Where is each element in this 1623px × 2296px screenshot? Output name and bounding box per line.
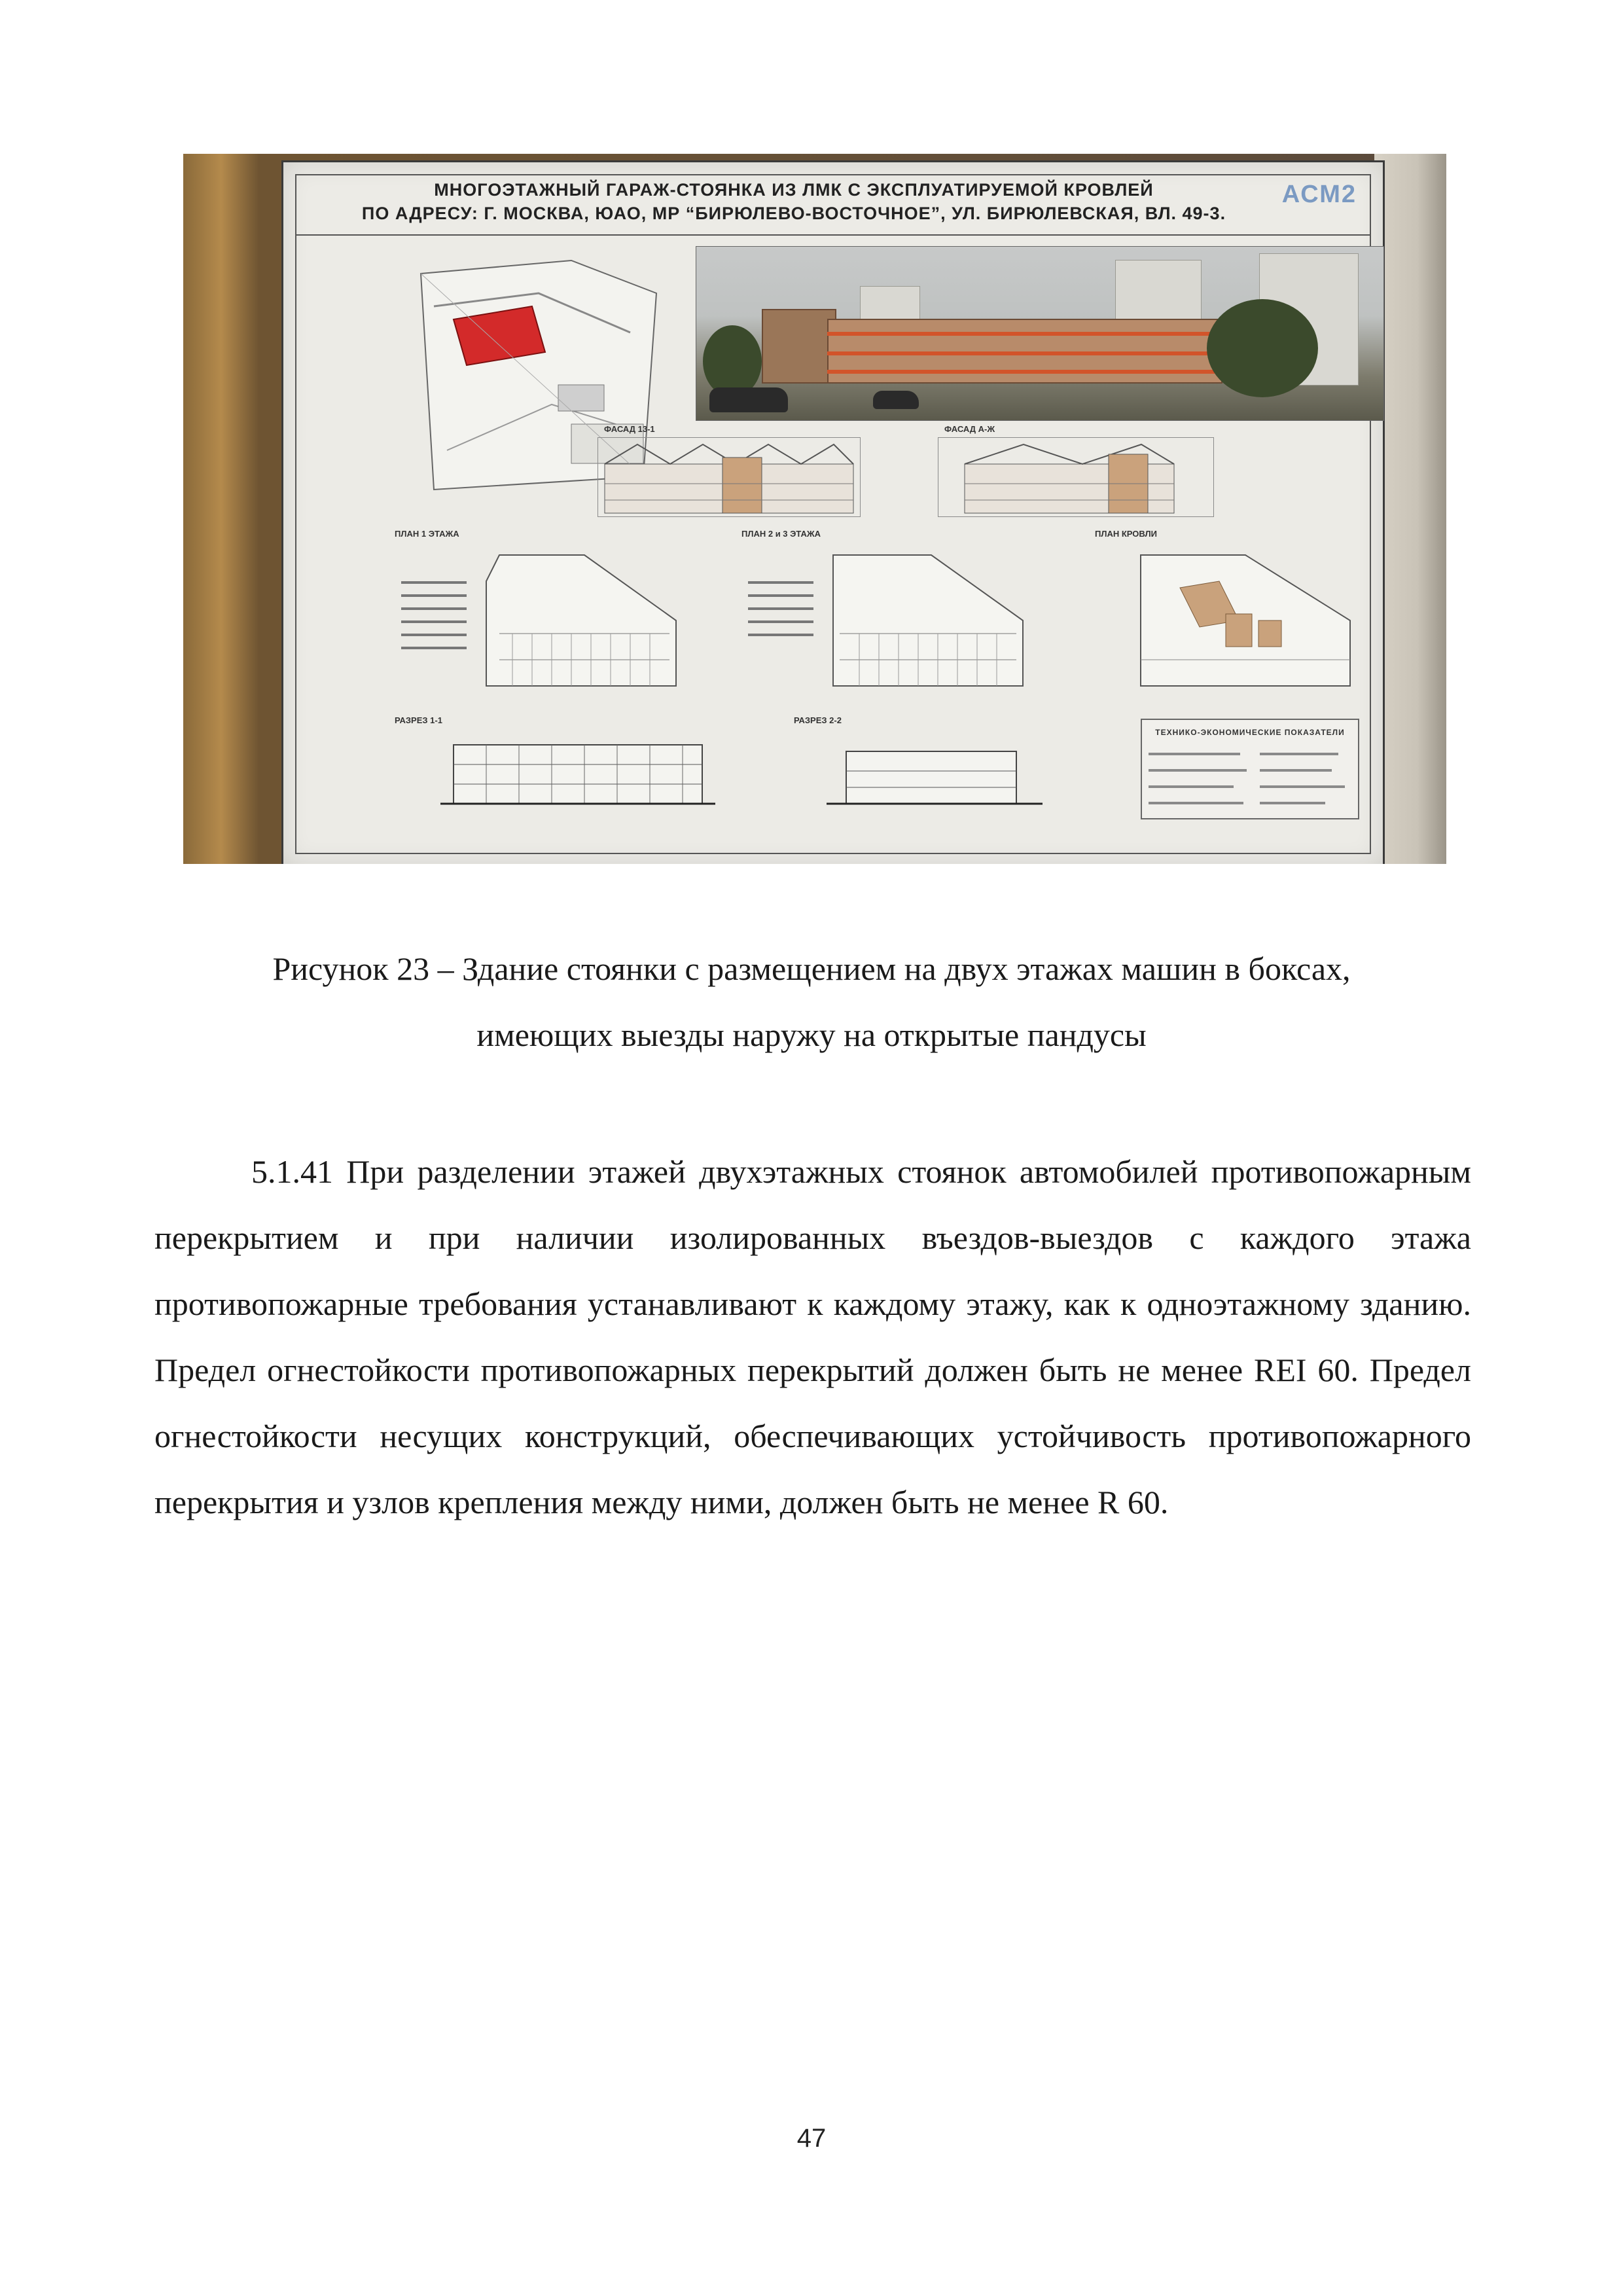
plan-label-1: ПЛАН 1 ЭТАЖА bbox=[395, 529, 459, 539]
poster-logo: АСМ2 bbox=[1281, 181, 1357, 208]
figure-caption-line2: имеющих выезды наружу на открытые пандусы bbox=[476, 1016, 1147, 1053]
facade-label-1: ФАСАД 13-1 bbox=[604, 424, 655, 434]
tree bbox=[1207, 299, 1318, 397]
car bbox=[873, 391, 919, 409]
plan-drawing-roof bbox=[1088, 542, 1363, 699]
section-drawing-2 bbox=[827, 732, 1043, 810]
stair-tower bbox=[762, 309, 836, 384]
tech-indicators-title: ТЕХНИКО-ЭКОНОМИЧЕСКИЕ ПОКАЗАТЕЛИ bbox=[1155, 728, 1345, 737]
plan-drawing-2 bbox=[735, 542, 1036, 699]
facade-label-2: ФАСАД А-Ж bbox=[944, 424, 995, 434]
figure-caption-line1: Рисунок 23 – Здание стоянки с размещением на двух этажах машин в боксах, bbox=[272, 950, 1351, 987]
poster bbox=[281, 160, 1385, 864]
plan-drawing-1 bbox=[388, 542, 689, 699]
section-label-2: РАЗРЕЗ 2-2 bbox=[794, 715, 842, 725]
plan-label-2: ПЛАН 2 и 3 ЭТАЖА bbox=[741, 529, 821, 539]
tree bbox=[703, 325, 762, 397]
section-label-1: РАЗРЕЗ 1-1 bbox=[395, 715, 442, 725]
body-paragraph-5-1-41: 5.1.41 При разделении этажей двухэтажных стоянок автомобилей противопожарным перекрытием и при наличии изолированных въездов-выездов с каждого этажа противопожарные требования устанавливают к каждому этажу, как к одноэтажному зданию. Предел огнестойкости противопожарных перекрытий должен быть не менее REI 60. Предел огнестойкости несущих конструкций, обеспечивающих устойчивость противопожарного перекрытия и узлов крепления между ними, должен быть не менее R 60. bbox=[154, 1153, 1471, 1520]
garage-stripe bbox=[827, 351, 1220, 355]
garage-stripe bbox=[827, 370, 1220, 374]
section-drawing-1 bbox=[440, 732, 715, 810]
figure-caption bbox=[131, 936, 1492, 1068]
page-number: 47 bbox=[796, 2124, 827, 2153]
facade-drawing-2 bbox=[938, 437, 1214, 517]
plan-label-roof: ПЛАН КРОВЛИ bbox=[1095, 529, 1157, 539]
poster-title bbox=[283, 178, 1304, 225]
car bbox=[709, 387, 788, 412]
tech-indicators-box bbox=[1141, 719, 1359, 819]
facade-drawing-1 bbox=[597, 437, 861, 517]
photo-background-wall bbox=[1374, 154, 1446, 864]
figure-photo bbox=[183, 154, 1446, 864]
poster-title-line2: ПО АДРЕСУ: Г. МОСКВА, ЮАО, МР “БИРЮЛЕВО-ВОСТОЧНОЕ”, УЛ. БИРЮЛЕВСКАЯ, ВЛ. 49-3. bbox=[361, 204, 1226, 223]
tech-indicators-rows bbox=[1149, 746, 1351, 812]
poster-title-line1: МНОГОЭТАЖНЫЙ ГАРАЖ-СТОЯНКА ИЗ ЛМК С ЭКСПЛУАТИРУЕМОЙ КРОВЛЕЙ bbox=[434, 180, 1154, 200]
building-photo bbox=[696, 246, 1384, 421]
poster-divider bbox=[296, 234, 1370, 236]
garage-stripe bbox=[827, 332, 1220, 336]
